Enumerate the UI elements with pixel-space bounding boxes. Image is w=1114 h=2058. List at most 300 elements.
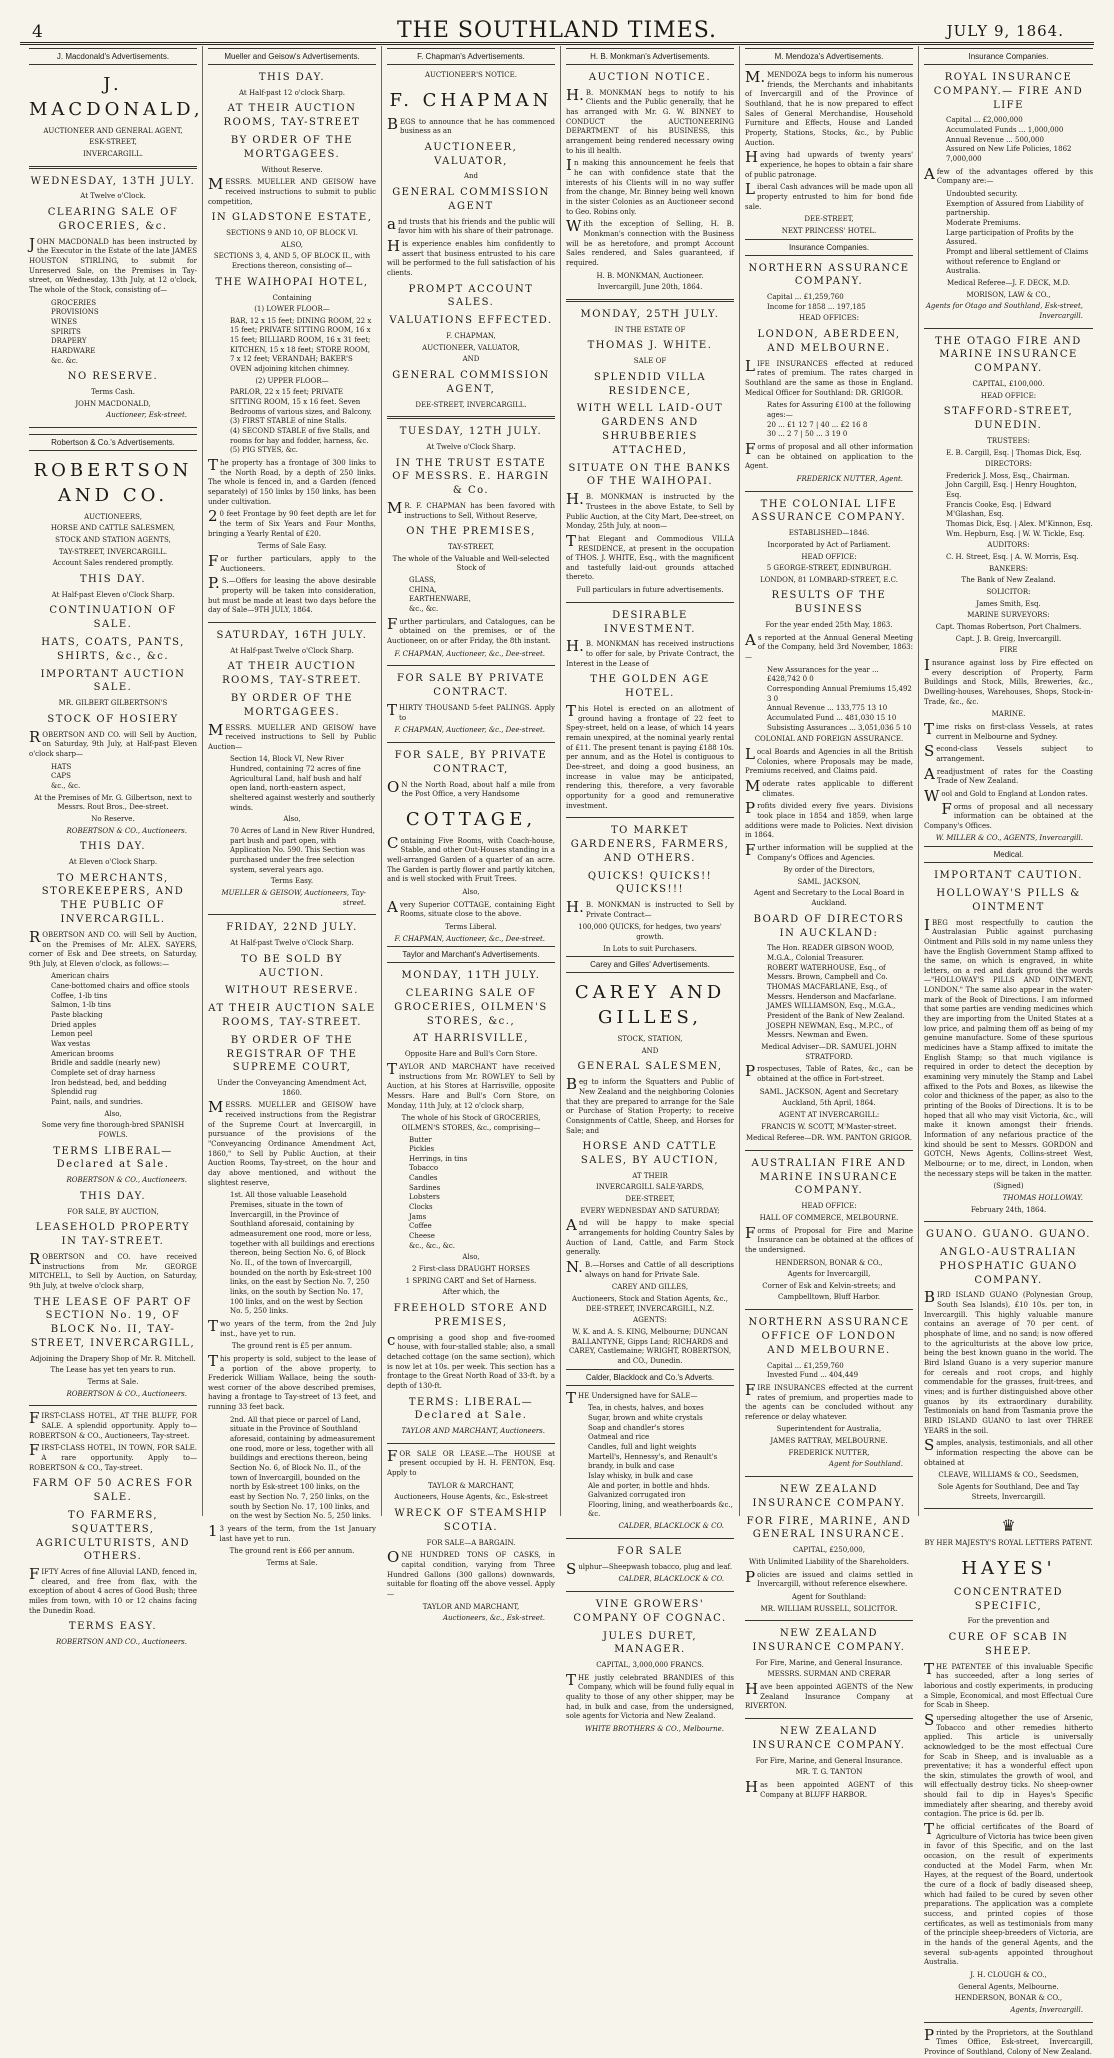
ad-line: ESTABLISHED—1846. xyxy=(788,529,870,538)
ad-heading: F. CHAPMAN xyxy=(389,89,553,111)
list-item: Accumulated Funds ... 1,000,000 xyxy=(946,126,1064,135)
ad-heading: TO BE SOLD BY AUCTION. xyxy=(240,953,344,979)
ad-line: Opposite Hare and Bull's Corn Store. xyxy=(404,1050,538,1059)
list-item: Invested Fund ... 404,449 xyxy=(767,1371,859,1380)
column-divider xyxy=(566,602,734,603)
ad-paragraph: 13 years of the term, from the 1st January last have yet to run. xyxy=(208,1522,376,1543)
ad-paragraph: Local Boards and Agencies in all the British Colonies, where Proposals may be made, Premiums received, and Claims paid. xyxy=(745,744,913,776)
ad-line: AGENTS: xyxy=(633,1316,667,1325)
ad-line: F. CHAPMAN, xyxy=(446,332,496,340)
ad-line: Terms of Sale Easy. xyxy=(257,542,327,551)
ad-line: Terms at Sale. xyxy=(266,1558,318,1567)
ad-line: Superintendent for Australia, xyxy=(776,1425,882,1434)
ad-line: AGENT AT INVERCARGILL: xyxy=(778,1110,880,1119)
ad-paragraph: Avery Superior COTTAGE, containing Eight Rooms, situate close to the above. xyxy=(387,897,555,919)
ad-heading: THE LEASE OF PART OF SECTION No. 19, OF BLOCK No. II, TAY-STREET, INVERCARGILL, xyxy=(30,1296,196,1349)
ad-heading: THE GOLDEN AGE HOTEL. xyxy=(590,674,710,700)
column-header: Mueller and Geisow's Advertisements. xyxy=(208,48,376,65)
ad-line: Corner of Esk and Kelvin-streets; and xyxy=(762,1281,896,1290)
ad-paragraph: M.MENDOZA begs to inform his numerous friends, the Merchants and inhabitants of Invercargill and of the Province of Southland, that he is now prepared to effect Sales of General Merchandise, Household Furniture and Effects, House and Landed Property, Stations, Stocks, &c., by Public Auction. xyxy=(745,68,913,147)
ad-heading: HOLLOWAY'S PILLS & OINTMENT xyxy=(936,887,1081,913)
column-header: Insurance Companies. xyxy=(924,48,1093,65)
ad-heading: BOARD OF DIRECTORS IN AUCKLAND: xyxy=(753,913,905,939)
ad-line: In Lots to suit Purchasers. xyxy=(603,944,697,953)
newspaper-title: THE SOUTHLAND TIMES. xyxy=(396,18,718,43)
ad-line: Account Sales rendered promptly. xyxy=(52,559,174,568)
ad-line: CLEAVE, WILLIAMS & CO., Seedsmen, xyxy=(938,1471,1079,1480)
ad-line: FRANCIS W. SCOTT, M'Master-street. xyxy=(761,1122,897,1131)
list-item: Tobacco xyxy=(409,1164,439,1173)
ad-line: ALSO, xyxy=(280,240,304,249)
ad-line: NEXT PRINCESS' HOTEL. xyxy=(781,226,877,235)
ad-paragraph: H.B. MONKMAN is instructed to Sell by Private Contract— xyxy=(566,898,734,919)
column-divider xyxy=(745,1476,913,1477)
ad-heading: LEASEHOLD PROPERTY IN TAY-STREET. xyxy=(35,1222,191,1248)
column-header: F. Chapman's Advertisements. xyxy=(387,48,555,65)
list-item: Butter xyxy=(409,1135,432,1144)
ad-line: Auckland, 5th April, 1864. xyxy=(782,1099,876,1108)
ad-heading: CURE OF SCAB IN SHEEP. xyxy=(948,1632,1069,1657)
ad-line: Also, xyxy=(462,887,480,896)
ad-signature: FREDERICK NUTTER, Agent. xyxy=(796,474,903,483)
section-header: Insurance Companies. xyxy=(745,239,913,256)
ad-line: Under the Conveyancing Amendment Act, 1860. xyxy=(217,1079,367,1097)
ad-heading: STOCK OF HOSIERY xyxy=(47,713,179,725)
ad-line: Full particulars in future advertisements. xyxy=(576,586,724,595)
ad-paragraph: Areadjustment of rates for the Coasting Trade of New Zealand. xyxy=(924,764,1093,786)
ad-paragraph: Moderate rates applicable to different climates. xyxy=(745,776,913,798)
ad-paragraph: Profits divided every five years. Divisions took place in 1854 and 1859, when large additions were made to Policies. Next division in 1864. xyxy=(745,799,913,840)
list-item: 20 ... £1 12 7 | 40 ... £2 16 8 xyxy=(767,420,868,429)
ad-heading: WEDNESDAY, 13TH JULY. xyxy=(30,175,196,187)
ad-signature: F. CHAPMAN, Auctioneer, &c., Dee-street. xyxy=(394,726,545,735)
ad-line: For the prevention and xyxy=(967,1617,1050,1626)
ad-paragraph: FOR SALE OR LEASE.—The HOUSE at present occupied by H. H. FENTON, Esq. Apply to xyxy=(387,1446,555,1478)
ad-heading: THIS DAY. xyxy=(79,841,147,853)
ad-heading: AT THEIR AUCTION SALE ROOMS, TAY-STREET. xyxy=(208,1003,376,1028)
list-item: &c. &c. xyxy=(51,356,78,365)
list-item: PROVISIONS xyxy=(51,308,99,317)
ad-line: Also, xyxy=(462,1253,480,1262)
ad-line: COLONIAL AND FOREIGN ASSURANCE. xyxy=(754,735,904,744)
ad-paragraph: Forms of proposal and all other information can be obtained on application to the Agent. xyxy=(745,439,913,471)
ad-line: Capt. Thomas Robertson, Port Chalmers. xyxy=(935,623,1082,631)
list-item: EARTHENWARE, xyxy=(409,595,471,604)
ad-line: Agent for Southland: xyxy=(791,1592,867,1601)
ad-line: HORSE AND CATTLE SALESMEN, xyxy=(50,524,176,533)
ad-line: No Reserve. xyxy=(91,814,135,823)
column-6 xyxy=(919,46,1098,2056)
ad-heading: CONCENTRATED SPECIFIC, xyxy=(953,1586,1064,1612)
ad-paragraph: With the exception of Selling, H. B. Monkman's connection with the Business will be as heretofore, and prompt Account Sales rendered, and Sales guaranteed, if required. xyxy=(566,217,734,267)
ad-heading: ANGLO-AUSTRALIAN PHOSPHATIC GUANO COMPANY. xyxy=(939,1247,1078,1286)
list-item: HARDWARE xyxy=(51,346,96,355)
list-item: HATS xyxy=(51,762,72,771)
ad-line: The whole of his Stock of GROCERIES, OILMEN'S STORES, &c., comprising— xyxy=(401,1114,541,1132)
ad-paragraph: The official certificates of the Board of Agriculture of Victoria has twice been given in favor of this Specific, and on the last occasion, on the result of experiments conducted at the Model Farm, when Mr. Hayes, at the request of the Board, undertook the cure of a flock of badly diseased sheep, which had failed to be cured by seven other preparations. The application was a complete success, and printed copies of those certificates, as well as testimonials from many of the principle sheep-breeders of Victoria, are in the hands of the general Agents, and the several sub-agents appointed throughout Australia. xyxy=(924,1820,1093,1967)
column-divider xyxy=(566,299,734,302)
ad-line: Adjoining the Drapery Shop of Mr. R. Mitchell. xyxy=(30,1354,196,1363)
ad-line: DIRECTORS: xyxy=(985,460,1032,469)
list-item: Flooring, lining, and weatherboards &c., &c. xyxy=(588,1500,733,1519)
list-item: Income for 1858 ... 197,185 xyxy=(767,302,866,311)
ad-line: The ground rent is £66 per annum. xyxy=(229,1547,355,1556)
ad-paragraph: THE Undersigned have for SALE— xyxy=(566,1388,698,1407)
ad-heading: BY ORDER OF THE REGISTRAR OF THE SUPREME COURT, xyxy=(226,1034,358,1074)
ad-heading: FOR SALE, BY PRIVATE CONTRACT, xyxy=(394,749,548,775)
list-item: The Hon. READER GIBSON WOOD, M.G.A., Colonial Treasurer. xyxy=(767,944,895,963)
ad-heading: WRECK OF STEAMSHIP SCOTIA. xyxy=(394,1508,548,1533)
column-divider xyxy=(387,416,555,419)
ad-line: Containing xyxy=(272,293,312,302)
list-item: CHINA, xyxy=(409,585,437,594)
ad-line: FOR SALE, BY AUCTION, xyxy=(67,1207,159,1216)
ad-heading: GENERAL SALESMEN, xyxy=(577,1061,723,1073)
ad-line: Agent and Secretary to the Local Board in Auckland. xyxy=(753,889,905,908)
ad-signature: F. CHAPMAN, Auctioneer, &c., Dee-street. xyxy=(394,934,545,943)
list-item: Salmon, 1-lb tins xyxy=(51,1001,111,1010)
ad-paragraph: Afew of the advantages offered by this Company are:— xyxy=(924,164,1093,186)
list-item: Galvanized corrugated iron xyxy=(588,1491,686,1500)
ad-heading: TERMS LIBERAL—Declared at Sale. xyxy=(53,1145,173,1171)
ad-line: Terms Cash. xyxy=(91,388,135,397)
column-divider xyxy=(566,817,734,818)
ad-signature: Agent for Southland. xyxy=(828,1460,903,1469)
ad-line: INVERCARGILL SALE-YARDS, xyxy=(595,1183,704,1192)
column-header: H. B. Monkman's Advertisements. xyxy=(566,48,734,65)
list-item: Coffee xyxy=(409,1222,432,1231)
list-item: Herrings, in tins xyxy=(409,1154,468,1163)
column-divider xyxy=(29,166,197,169)
list-item: Jams xyxy=(409,1212,427,1221)
ad-line: J. H. CLOUGH & CO., xyxy=(970,1970,1047,1979)
ad-line: INVERCARGILL. xyxy=(83,150,143,158)
ad-paragraph: Prospectuses, Table of Rates, &c., can be obtained at the office in Fort-street. xyxy=(745,1062,913,1083)
ad-line: At Twelve o'Clock. xyxy=(80,192,146,201)
ad-heading: THOMAS J. WHITE. xyxy=(587,340,713,352)
ad-heading: STAFFORD-STREET, DUNEDIN. xyxy=(943,406,1074,432)
list-item: BAR, 12 x 15 feet; DINING ROOM, 22 x 15 feet; PRIVATE SITTING ROOM, 16 x 15 feet; BILLIARD ROOM, 16 x 31 feet; KITCHEN, 15 x 18 feet; STORE ROOM, 7 x 12 feet; VERANDAH; BAKER'S OVEN adjoining kitchen chimney. xyxy=(230,316,372,374)
ad-line: MARINE. xyxy=(991,710,1026,719)
ad-heading: DESIRABLE INVESTMENT. xyxy=(604,609,696,635)
column-divider xyxy=(387,742,555,743)
column-divider xyxy=(29,1405,197,1406)
ad-line: Also, xyxy=(104,1109,122,1118)
ad-line: AUDITORS: xyxy=(987,541,1030,550)
ad-paragraph: And will be happy to make special arrangements for holding Country Sales by Auction of Land, Cattle, and Farm Stock generally. xyxy=(566,1216,734,1257)
ad-paragraph: Policies are issued and claims settled in Invercargill, without reference elsewhere. xyxy=(745,1567,913,1589)
list-item: &c., &c., &c. xyxy=(409,1241,456,1250)
list-item: Sardines xyxy=(409,1183,441,1192)
ad-paragraph: FIRE INSURANCES effected at the current rates of premium, and properties made to the agents can be concluded without any reference or delay whatever. xyxy=(745,1380,913,1421)
list-item: Annual Revenue ... 133,775 13 10 xyxy=(767,704,888,713)
ad-paragraph: Forms of Proposal for Fire and Marine Insurance can be obtained at the offices of the undersigned. xyxy=(745,1223,913,1254)
list-item: Subsisting Assurances ... 3,051,036 5 10 xyxy=(767,723,912,732)
ad-line: Auctioneers, Stock and Station Agents, &c., DEE-STREET, INVERCARGILL, N.Z. xyxy=(572,1294,728,1313)
ad-line: Some very fine thorough-bred SPANISH FOWLS. xyxy=(41,1121,185,1139)
ad-paragraph: ONE HUNDRED TONS OF CASKS, in capital condition, varying from Three Hundred Gallons (300 gallons) downwards, suitable for floating off the above vessel. Apply— xyxy=(387,1548,555,1598)
list-item: 2nd. All that piece or parcel of Land, situate in the Province of Southland aforesaid, containing by admeasurement one rood, more or less, together with all buildings and erections thereon, being Section No. 6, of Block No. II., of the town of Invercargill, bounded on the north by Esk-street 100 links, on the east by Section No. 7, 250 links, on the south by Section No. 17, 100 links, and on the west by Section No. 5, 250 links. xyxy=(230,1415,376,1521)
column-divider xyxy=(745,1718,913,1719)
list-item: Assured on New Life Policies, 1862 7,000,000 xyxy=(946,145,1072,164)
list-item: PARLOR, 22 x 15 feet; PRIVATE SITTING ROOM, 15 x 16 feet. Seven Bedrooms of various sizes, and Balcony. xyxy=(230,388,372,416)
ad-line: AUCTIONEER AND GENERAL AGENT, xyxy=(43,126,183,135)
ad-line: HENDERSON, BONAR & CO., xyxy=(954,1994,1063,2003)
ad-line: For Fire, Marine, and General Insurance. xyxy=(755,1658,903,1667)
list-item: Paint, nails, and sundries. xyxy=(51,1098,143,1107)
ad-heading: PROMPT ACCOUNT SALES. xyxy=(408,283,534,309)
ad-line: (Signed) xyxy=(993,1182,1024,1191)
ad-line: AND xyxy=(641,1046,659,1055)
ad-signature: Agents, Invercargill. xyxy=(1010,2005,1083,2014)
ad-heading: VINE GROWERS' COMPANY OF COGNAC. xyxy=(573,1598,727,1624)
ad-heading: WITHOUT RESERVE. xyxy=(225,985,359,997)
ad-line: 1 SPRING CART and Set of Harness. xyxy=(405,1276,537,1285)
ad-paragraph: N.B.—Horses and Cattle of all descriptions always on hand for Private Sale. xyxy=(566,1258,734,1279)
list-item: Annual Revenue ... 500,000 xyxy=(946,135,1044,144)
ad-heading: SITUATE ON THE BANKS OF THE WAIHOPAI. xyxy=(568,462,732,488)
list-item: (4) SECOND STABLE of five Stalls, and rooms for hay and fodder, harness, &c. xyxy=(230,427,370,445)
ad-paragraph: THIRTY THOUSAND 5-feet PALINGS. Apply to xyxy=(387,700,555,722)
ad-line: HEAD OFFICE: xyxy=(980,391,1037,400)
ad-line: 2 First-class DRAUGHT HORSES xyxy=(412,1265,530,1274)
ad-paragraph: As reported at the Annual General Meeting of the Company, held 3rd November, 1863:— xyxy=(745,630,913,662)
ad-line: IN THE ESTATE OF xyxy=(614,325,686,334)
ad-line: By order of the Directors, xyxy=(783,866,875,875)
ad-line: HALL OF COMMERCE, MELBOURNE. xyxy=(759,1213,899,1222)
royal-crest-icon: ♛ xyxy=(1001,1516,1016,1536)
list-item: Wax vestas xyxy=(51,1040,91,1049)
ad-heading: CAREY AND GILLES, xyxy=(574,982,726,1029)
ad-heading: ROBERTSON AND CO. xyxy=(33,460,193,506)
list-item: DRAPERY xyxy=(51,337,87,346)
ad-line: 5 GEORGE-STREET, EDINBURGH. xyxy=(766,564,892,573)
ad-line: At Half-past 12 o'clock Sharp. xyxy=(238,88,346,97)
list-item: WINES xyxy=(51,317,77,326)
ad-heading: AT HARRISVILLE, xyxy=(413,1033,529,1045)
ad-paragraph: P.S.—Offers for leasing the above desirable property will be taken into consideration, but must be made at least two days before the day of Sale—9TH JULY, 1864. xyxy=(208,574,376,615)
ad-line: The Bank of New Zealand. xyxy=(961,576,1056,585)
ad-heading: THE WAIHOPAI HOTEL, xyxy=(215,276,369,288)
ad-signature: Auctioneers, &c., Esk-street. xyxy=(442,1614,545,1623)
ad-paragraph: BIRD ISLAND GUANO (Polynesian Group, South Sea Islands), £10 10s. per ton, in Invercargill. This highly valuable manure contains an average of 70 per cent. of phosphate of lime, and no sand; is now offered to the agriculturists at the above low price, being the best known guano in the world. The Bird Island Guano is a very superior manure for cereals and root crops, and highly commendable for the grasses, fruit-trees, and vines; and is further distinguished above other guanos by its extraordinary durability. Testimonials on hand from Tasmania prove the BIRD ISLAND GUANO to last over THREE YEARS in the soil. xyxy=(924,1288,1093,1435)
ad-heading: SATURDAY, 16TH JULY. xyxy=(216,629,368,641)
ad-line: AND xyxy=(462,355,480,364)
ad-line: Without Reserve. xyxy=(261,165,323,174)
ad-line: Medical Referee—J. F. DECK, M.D. xyxy=(946,278,1071,287)
list-item: (3) FIRST STABLE of nine Stalls. xyxy=(230,417,347,426)
ad-line: Terms Liberal. xyxy=(445,922,497,931)
ad-line: HENDERSON, BONAR & CO., xyxy=(775,1258,883,1267)
ad-heading: IMPORTANT AUCTION SALE. xyxy=(40,668,186,694)
ad-line: AUCTIONEER, VALUATOR, xyxy=(422,343,520,352)
ad-line: DEE-STREET, xyxy=(804,215,854,224)
list-item: Cheese xyxy=(409,1232,435,1241)
ad-line: For Fire, Marine, and General Insurance. xyxy=(755,1756,903,1765)
list-item: Bridle and saddle (nearly new) xyxy=(51,1059,161,1068)
list-item: GLASS, xyxy=(409,576,436,585)
ad-paragraph: Containing Five Rooms, with Coach-house, Stable, and other Out-Houses standing in a well-arranged Garden of a quarter of an acre. The Garden is partly flower and partly kitchen, and is well stocked with Fruit Trees. xyxy=(387,833,555,884)
ad-heading: TO MARKET GARDENERS, FARMERS, AND OTHERS. xyxy=(570,825,730,864)
ad-line: For the year ended 25th May, 1863. xyxy=(765,621,893,630)
ad-line: MR. GILBERT GILBERTSON'S xyxy=(58,699,168,708)
list-item: Capital ... £1,259,760 xyxy=(767,293,844,302)
list-item: Undoubted security. xyxy=(946,190,1018,199)
ad-heading: FOR SALE xyxy=(617,1545,683,1557)
ad-line: SOLICITOR: xyxy=(986,588,1031,597)
ad-paragraph: Time risks on first-class Vessels, at rates current in Melbourne and Sydney. xyxy=(924,719,1093,741)
list-item: (5) PIG STYES, &c. xyxy=(230,446,299,455)
ad-line: FREDERICK NUTTER, xyxy=(788,1448,870,1457)
ad-paragraph: IBEG most respectfully to caution the Australasian Public against purchasing Ointment and Pills sold in my name unless they have the English Government Stamp affixed to the same, on which is engraved, in white letters, on a red and dark ground the words—"HOLLOWAY'S PILLS AND OINTMENT, LONDON." The same also appear in the water-mark of the Book of Directions. I am informed that some parties are vending medicines which they are importing from the United States at a low price, and palming them off as being of my genuine manufacture. Some of these spurious medicines have a Stamp affixed to imitate the English Stamp; so that much vigilance is required in order to detect the deception by examining very minutely the Stamp and Label affixed to the Pots and Boxes, as likewise the color and thickness of the paper, as also to the printing of the Books of Directions. It is to be hoped that all who may visit Victoria, &c., will make it known amongst their friends. Information of any nefarious practice of the kind should be sent to Messrs. GORDON and GOTCH, News Agents, Collins-street West, Melbourne; or to me, direct, in London, when the necessary steps will be taken in the matter. xyxy=(924,915,1093,1178)
ad-heading: TO FARMERS, SQUATTERS, AGRICULTURISTS, AND OTHERS. xyxy=(35,1509,191,1563)
column-header: M. Mendoza's Advertisements. xyxy=(745,48,913,65)
ad-paragraph: ROBERTSON and CO. have received instructions from Mr. GEORGE MITCHELL, to Sell by Auction, on Saturday, 9th July, at twelve o'clock sharp, xyxy=(29,1249,197,1290)
list-item: Pickles xyxy=(409,1145,435,1154)
ad-line: AT THEIR xyxy=(632,1171,668,1180)
ad-heading: FOR FIRE, MARINE, AND GENERAL INSURANCE. xyxy=(746,1515,912,1541)
list-item: E. B. Cargill, Esq. | Thomas Dick, Esq. xyxy=(946,448,1082,457)
ad-heading: GENERAL COMMISSION AGENT xyxy=(392,187,550,212)
ad-heading: BY ORDER OF THE MORTGAGEES. xyxy=(230,692,354,718)
ad-paragraph: Liberal Cash advances will be made upon all property entrusted to him for bond fide sale. xyxy=(745,180,913,211)
list-item: 1st. All those valuable Leasehold Premises, situate in the town of Invercargill, in the Province of Southland aforesaid, containing by admeasurement one rood, more or less, together with all buildings and erections thereon, being Section No. 6, of Block No. II., of the town of Invercargill, bounded on the north by Esk-street 100 links, on the east by Section No. 7, 250 links, on the south by Section No. 17, 100 links, and on the west by Section No. 5, 250 links. xyxy=(230,1191,375,1316)
ad-paragraph: BEGS to announce that he has commenced business as an xyxy=(387,114,555,136)
ad-heading: AUCTIONEER, VALUATOR, xyxy=(424,141,518,167)
ad-line: SAML. JACKSON, xyxy=(797,877,861,886)
ad-line: Invercargill, June 20th, 1864. xyxy=(597,283,703,292)
ad-paragraph: This Hotel is erected on an allotment of ground having a frontage of 22 feet to Spey-street, held on a lease, of which 14 years remain unexpired, at the nominal yearly rental of £11. The present tenant is paying £188 10s. per annum, and as the Hotel is contiguous to Dee-street, and doing a good business, an increase in value may be anticipated, rendering this, therefore, a very favorable opportunity for a good and remunerative investment. xyxy=(566,701,734,810)
ad-line: Sole Agents for Southland, Dee and Tay Streets, Invercargill. xyxy=(937,1482,1080,1501)
ad-signature: F. CHAPMAN, Auctioneer, &c., Dee-street. xyxy=(394,649,545,658)
list-item: Splendid rug xyxy=(51,1088,97,1097)
ad-line: Capt. J. B. Greig, Invercargill. xyxy=(955,634,1062,643)
list-item: Oatmeal and rice xyxy=(588,1433,650,1442)
ad-heading: QUICKS! QUICKS!! QUICKS!!! xyxy=(587,870,713,896)
list-item: Large participation of Profits by the Assured. xyxy=(946,228,1074,247)
list-item: Candles, full and light weights xyxy=(588,1442,697,1451)
list-item: Corresponding Annual Premiums 15,492 3 0 xyxy=(767,685,912,703)
ad-line: CAPITAL, 3,000,000 FRANCS. xyxy=(596,1661,704,1670)
ad-paragraph: THE justly celebrated BRANDIES of this Company, which will be found fully equal in quality to those of any other shipper, may be had, in bulk and case, from the undersigned, sole agents for Victoria and New Zealand. xyxy=(566,1670,734,1721)
list-item: Complete set of dray harness xyxy=(51,1069,156,1078)
ad-line: At the Premises of Mr. G. Gilbertson, next to Messrs. Rout Bros., Dee-street. xyxy=(34,793,192,812)
ad-signature: ROBERTSON & CO., Auctioneers. xyxy=(66,1389,187,1398)
ad-heading: TO MERCHANTS, STOREKEEPERS, AND THE PUBLIC OF INVERCARGILL. xyxy=(41,872,185,926)
ad-line: Agents for Invercargill, xyxy=(787,1270,871,1279)
ad-signature: TAYLOR AND MARCHANT, Auctioneers. xyxy=(401,1427,545,1436)
ad-signature: CALDER, BLACKLOCK & CO. xyxy=(618,1522,724,1531)
ad-line: SALE OF xyxy=(633,357,667,366)
ad-paragraph: Having had upwards of twenty years' experience, he hopes to obtain a fair share of public patronage. xyxy=(745,148,913,179)
issue-date: JULY 9, 1864. xyxy=(946,22,1064,40)
ad-line: LONDON, 81 LOMBARD-STREET, E.C. xyxy=(760,575,898,584)
ad-heading: J. MACDONALD, xyxy=(29,74,204,120)
ad-line: EVERY WEDNESDAY AND SATURDAY; xyxy=(580,1206,720,1215)
ad-line: FIRE xyxy=(999,646,1018,655)
list-item: Paste blacking xyxy=(51,1011,103,1020)
ad-line: BANKERS: xyxy=(988,564,1029,573)
ad-line: 100,000 QUICKS, for hedges, two years' growth. xyxy=(578,923,722,942)
ad-line: SECTIONS 3, 4, AND 5, OF BLOCK II., with Erections thereon, consisting of— xyxy=(213,252,371,271)
list-item: Iron bedstead, bed, and bedding xyxy=(51,1078,167,1087)
ad-line: Medical Referee—DR. WM. PANTON GRIGOR. xyxy=(746,1134,912,1143)
section-header: Calder, Blacklock and Co.'s Adverts. xyxy=(566,1369,734,1386)
column-divider xyxy=(29,427,197,428)
ad-paragraph: ROBERTSON AND CO. will Sell by Auction, on Saturday, 9th July, at Half-past Eleven o'clock sharp— xyxy=(29,727,197,758)
list-item: 70 Acres of Land in New River Hundred, part bush and part open, with Application No. 590. This Section was purchased under the free selection system, several years ago. xyxy=(230,827,375,874)
ad-signature: ROBERTSON & CO., Auctioneers. xyxy=(66,826,187,835)
ad-paragraph: That Elegant and Commodious VILLA RESIDENCE, at present in the occupation of THOS. J. WHITE, Esq., with the magnificent and tastefully laid-out grounds attached thereto. xyxy=(566,531,734,582)
ad-line: TAY-STREET, xyxy=(447,543,495,552)
ad-paragraph: H.B. MONKMAN begs to notify to his Clients and the Public generally, that he has arranged with Mr. G. W. BINNEY to CONDUCT the AUCTIONEERING DEPARTMENT of his BUSINESS, this arrangement being rendered necessary owing to his ill health. xyxy=(566,85,734,155)
ad-heading: VALUATIONS EFFECTED. xyxy=(389,315,553,327)
ad-paragraph: MR. F. CHAPMAN has been favored with instructions to Sell, Without Reserve, xyxy=(387,499,555,520)
ad-paragraph: ROBERTSON AND CO. will Sell by Auction, on the Premises of Mr. ALEX. SAYERS, corner of Esk and Dee streets, on Saturday, 9th July, at Eleven o'clock, as follows:— xyxy=(29,927,197,968)
ad-heading: CONTINUATION OF SALE. xyxy=(49,605,177,631)
ad-heading: THE COLONIAL LIFE ASSURANCE COMPANY. xyxy=(751,498,907,524)
ad-paragraph: TAYLOR AND MARCHANT have received instructions from Mr. ROWLEY to Sell by Auction, at his Stores at Harrisville, opposite Messrs. Hare and Bull's Corn Store, on Monday, 11th July, at 12 o'clock sharp, xyxy=(387,1059,555,1110)
ad-heading: TUESDAY, 12TH JULY. xyxy=(399,426,543,438)
ad-heading: GUANO. GUANO. GUANO. xyxy=(926,1229,1091,1241)
ad-line: The whole of the Valuable and Well-selected Stock of xyxy=(392,554,550,573)
ad-heading: WITH WELL LAID-OUT GARDENS AND SHRUBBERIES ATTACHED, xyxy=(576,403,724,456)
column-divider xyxy=(566,1538,734,1539)
ad-line: MR. T. G. TANTON xyxy=(795,1768,863,1777)
list-item: Frederick J. Moss, Esq., Chairman. xyxy=(946,471,1070,480)
ad-heading: TERMS: LIBERAL—Declared at Sale. xyxy=(408,1396,534,1422)
ad-line: AUCTIONEERS, xyxy=(84,512,142,521)
ad-line: CAPITAL, £250,000, xyxy=(793,1546,865,1555)
ad-line: TAYLOR AND MARCHANT, xyxy=(422,1602,520,1611)
list-item: Dried apples xyxy=(51,1020,97,1029)
ad-line: (2) UPPER FLOOR— xyxy=(255,376,329,385)
ad-line: Terms Easy. xyxy=(270,877,314,886)
list-item: CAPS xyxy=(51,772,71,781)
ad-heading: NEW ZEALAND INSURANCE COMPANY. xyxy=(752,1628,906,1654)
ad-line: STOCK, STATION, xyxy=(617,1035,683,1044)
list-item: Lobsters xyxy=(409,1193,440,1202)
ad-line: Campbelltown, Bluff Harbor. xyxy=(778,1293,880,1302)
ad-line: At Half-past Twelve o'Clock Sharp. xyxy=(230,939,354,948)
ad-signature: WHITE BROTHERS & CO., Melbourne. xyxy=(584,1725,724,1734)
list-item: Tea, in chests, halves, and boxes xyxy=(588,1404,704,1413)
list-item: C. H. Street, Esq. | A. W. Morris, Esq. xyxy=(946,553,1079,562)
list-item: SPIRITS xyxy=(51,327,81,336)
column-header: J. Macdonald's Advertisements. xyxy=(29,48,197,65)
column-divider xyxy=(924,1221,1093,1222)
list-item: Cane-bottomed chairs and office stools xyxy=(51,982,190,991)
ad-line: DEE-STREET, INVERCARGILL. xyxy=(415,400,527,409)
ad-line: At Half-past Eleven o'Clock Sharp. xyxy=(51,590,175,599)
list-item: Moderate Premiums. xyxy=(946,218,1021,227)
list-item: New Assurances for the year ... £428,742 0 0 xyxy=(767,665,879,684)
list-item: &c., &c. xyxy=(51,781,81,790)
list-item: Ale and porter, in bottle and hhds. xyxy=(588,1481,710,1490)
ad-heading: ON THE PREMISES, xyxy=(406,526,536,538)
list-item: Capital ... £1,259,760 xyxy=(767,1361,844,1370)
ad-paragraph: 20 feet Frontage by 90 feet depth are let for the term of Six Years and Four Months, bringing a Yearly Rental of £20. xyxy=(208,507,376,538)
ad-paragraph: FIFTY Acres of fine Alluvial LAND, fenced in, cleared, and free from flax, with the exception of about 4 acres of Good Bush; three miles from town, with 10 or 12 chains facing the Dunedin Road. xyxy=(29,1565,197,1615)
ad-line: TAY-STREET, INVERCARGILL. xyxy=(58,547,168,556)
ad-paragraph: Samples, analysis, testimonials, and all other information respecting the above can be obtained at xyxy=(924,1436,1093,1467)
ad-line: TAYLOR & MARCHANT, xyxy=(427,1481,515,1490)
list-item: Soap and chandler's stores xyxy=(588,1423,685,1432)
ad-paragraph: H.B. MONKMAN is instructed by the Trustees in the above Estate, to Sell by Public Auction, at the City Mart, Dee-street, on Monday, 25th July, at noon— xyxy=(566,490,734,531)
ad-paragraph: Beg to inform the Squatters and Public of New Zealand and the neighboring Colonies that they are prepared to arrange for the Sale or Purchase of Station Property; to receive Consignments of Cattle, Sheep, and Horses for Sale; and xyxy=(566,1075,734,1135)
list-item: JOSEPH NEWMAN, Esq., M.P.C., of Messrs. Newman and Ewen. xyxy=(767,1021,893,1040)
ad-paragraph: FIRST-CLASS HOTEL, IN TOWN, FOR SALE. A rare opportunity. Apply to— ROBERTSON & CO., Tay-street. xyxy=(29,1441,197,1472)
